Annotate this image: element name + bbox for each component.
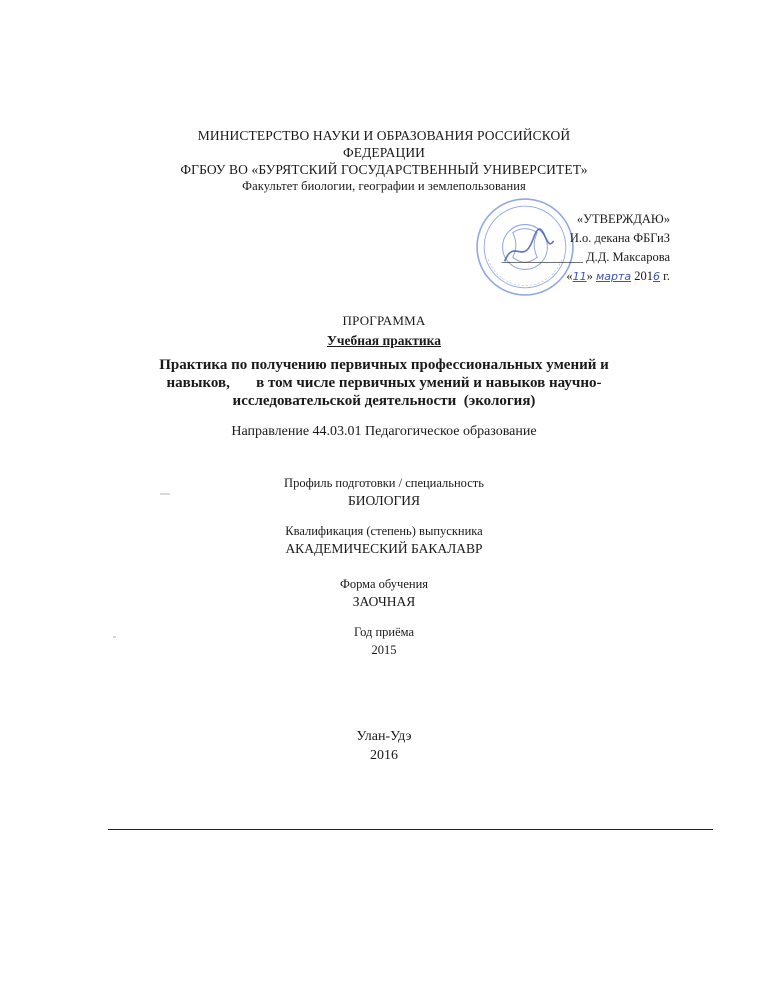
date-year-prefix: 201	[634, 269, 654, 283]
qualification-label: Квалификация (степень) выпускника	[285, 524, 483, 538]
qualification-value: АКАДЕМИЧЕСКИЙ БАКАЛАВР	[285, 541, 483, 556]
practice-kind: Учебная практика	[326, 333, 442, 348]
footer-block	[0, 727, 768, 765]
signature-line: _____________	[501, 250, 583, 264]
approval-block	[480, 210, 670, 286]
date-open-quote: «	[566, 269, 573, 283]
title-line-2: навыков, в том числе первичных умений и навыков научно-	[166, 375, 602, 391]
document-year: 2016	[370, 748, 398, 763]
ministry-line-2: ФЕДЕРАЦИИ	[342, 145, 426, 160]
approve-heading: «УТВЕРЖДАЮ»	[576, 212, 670, 226]
date-year-digit: 6	[653, 270, 661, 283]
date-suffix: г.	[663, 269, 670, 283]
date-close-quote: »	[586, 269, 593, 283]
date-month: марта	[595, 270, 632, 283]
title-line-1: Практика по получению первичных профессиональных умений и	[159, 357, 609, 373]
ministry-line-1: МИНИСТЕРСТВО НАУКИ И ОБРАЗОВАНИЯ РОССИЙСКОЙ	[197, 128, 571, 143]
profile-label: Профиль подготовки / специальность	[284, 476, 484, 490]
header-block	[0, 127, 768, 195]
profile-block	[0, 474, 768, 510]
study-direction: Направление 44.03.01 Педагогическое образование	[231, 424, 537, 439]
study-form-label: Форма обучения	[339, 577, 429, 591]
university-name: ФГБОУ ВО «БУРЯТСКИЙ ГОСУДАРСТВЕННЫЙ УНИВЕРСИТЕТ»	[180, 162, 588, 177]
approver-position: И.о. декана ФБГиЗ	[569, 231, 670, 245]
scan-speck	[160, 493, 170, 495]
admission-year-block	[0, 623, 768, 659]
approver-name: Д.Д. Максарова	[586, 250, 670, 264]
admission-year-value: 2015	[371, 643, 397, 657]
study-form-value: ЗАОЧНАЯ	[352, 594, 416, 609]
program-label: ПРОГРАММА	[342, 313, 426, 328]
city-name: Улан-Удэ	[356, 729, 412, 744]
approver-name-line	[480, 248, 670, 267]
study-form-block	[0, 575, 768, 611]
date-day: 11	[572, 270, 587, 283]
scan-speck	[113, 636, 116, 638]
faculty-name: Факультет биологии, географии и землепользования	[242, 179, 526, 193]
admission-year-label: Год приёма	[353, 625, 415, 639]
bottom-divider	[108, 829, 713, 830]
practice-title	[0, 356, 768, 410]
qualification-block	[0, 522, 768, 558]
title-line-3: исследовательской деятельности (экология)	[232, 393, 536, 409]
approval-date	[480, 267, 670, 286]
profile-value: БИОЛОГИЯ	[347, 493, 421, 508]
